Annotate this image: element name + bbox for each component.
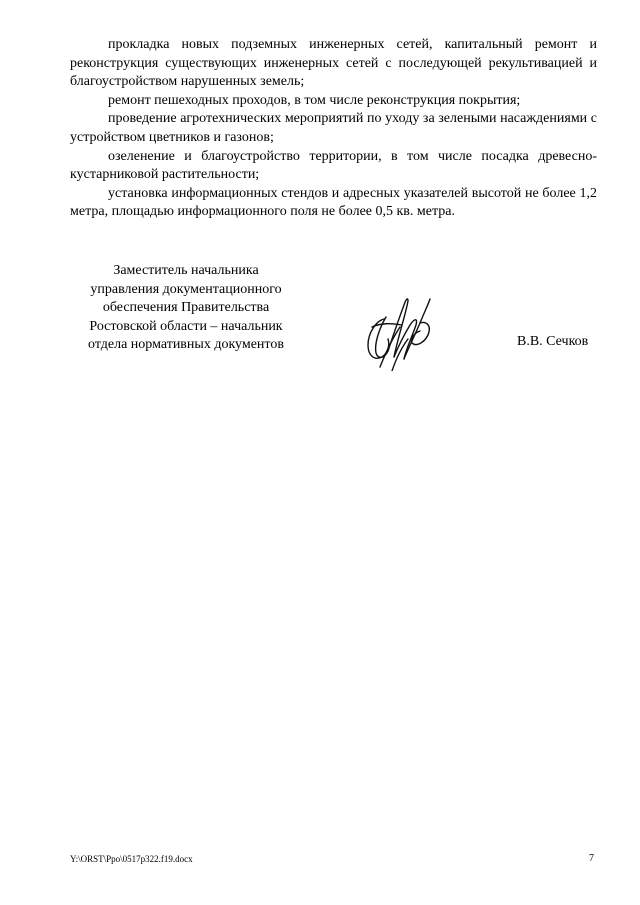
paragraph: ремонт пешеходных проходов, в том числе реконструкция покрытия; bbox=[108, 92, 521, 108]
body-text bbox=[70, 36, 597, 222]
paragraph: прокладка новых подземных инженерных сетей, капитальный ремонт и реконструкция существующих инженерных сетей с последующей рекультивацией и благоустройством нарушенных земель; bbox=[70, 37, 597, 90]
handwritten-signature-icon bbox=[362, 287, 438, 371]
signatory-position bbox=[70, 262, 302, 355]
signatory-name: В.В. Сечков bbox=[517, 334, 589, 349]
footer-file-path: Y:\ORST\Ppo\0517p322.f19.docx bbox=[70, 854, 193, 864]
position-line: обеспечения Правительства bbox=[102, 300, 270, 315]
position-line: Заместитель начальника bbox=[113, 263, 259, 278]
position-line: Ростовской области – начальник bbox=[89, 318, 283, 334]
paragraph: установка информационных стендов и адресных указателей высотой не более 1,2 метра, площадью информационного поля не более 0,5 кв. метра. bbox=[70, 185, 597, 220]
page-number: 7 bbox=[589, 853, 594, 864]
paragraph: проведение агротехнических мероприятий по уходу за зелеными насаждениями с устройством цветников и газонов; bbox=[70, 111, 597, 145]
position-line: управления документационного bbox=[90, 281, 282, 297]
position-line: отдела нормативных документов bbox=[88, 337, 284, 352]
paragraph: озеленение и благоустройство территории, в том числе посадка древесно-кустарниковой растительности; bbox=[70, 148, 597, 183]
